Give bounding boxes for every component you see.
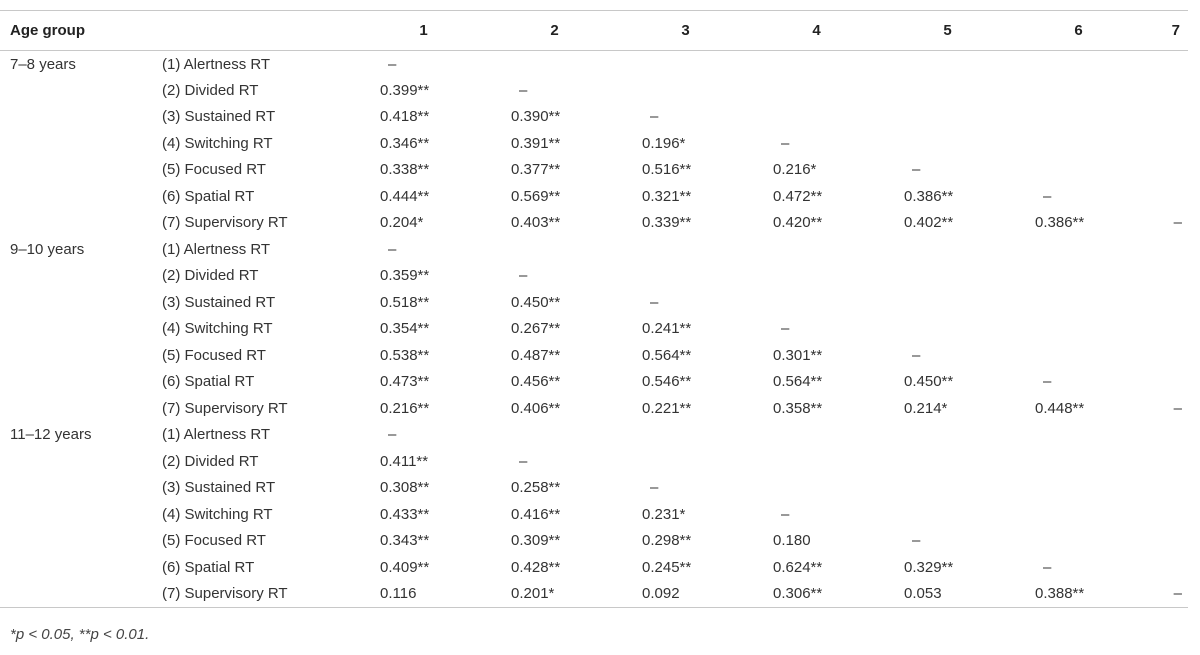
table-row	[0, 289, 1188, 316]
correlation-cell: 0.448**	[1035, 399, 1085, 417]
correlation-cell: 0.221**	[642, 399, 692, 417]
correlation-cell: 0.564**	[642, 346, 692, 364]
correlation-cell	[1013, 263, 1144, 290]
correlation-cell	[1013, 316, 1144, 343]
age-group-cell	[0, 289, 160, 316]
correlation-cell: 0.358**	[773, 399, 823, 417]
correlation-cell	[751, 51, 882, 78]
table-footnote: *p < 0.05, **p < 0.01.	[10, 626, 150, 643]
correlation-cell: –	[388, 426, 397, 444]
correlation-cell: 0.267**	[511, 320, 561, 338]
variable-label: (1) Alertness RT	[162, 240, 271, 258]
correlation-cell: 0.204*	[380, 214, 424, 232]
correlation-cell	[1144, 104, 1188, 131]
table-header-row	[0, 11, 1188, 51]
variable-label: (7) Supervisory RT	[160, 581, 358, 608]
correlation-cell: 0.450**	[904, 373, 954, 391]
variable-label: (3) Sustained RT	[162, 479, 276, 497]
table-row	[0, 422, 1188, 449]
correlation-cell	[1144, 554, 1188, 581]
variable-label: (1) Alertness RT	[162, 55, 271, 73]
correlation-cell: –	[650, 479, 659, 497]
correlation-cell: 0.354**	[380, 320, 430, 338]
table-row	[0, 342, 1188, 369]
header-age-group: Age group	[0, 11, 160, 51]
table-row	[0, 528, 1188, 555]
age-group-label: 11–12 years	[10, 426, 92, 444]
table-row	[0, 236, 1188, 263]
correlation-cell: 0.388**	[1013, 581, 1144, 608]
correlation-cell: 0.231*	[642, 505, 686, 523]
variable-label: (5) Focused RT	[162, 346, 266, 364]
correlation-cell: –	[650, 293, 659, 311]
correlation-cell: 0.516**	[642, 161, 692, 179]
header-col-5: 5	[882, 11, 1013, 51]
table-row	[0, 104, 1188, 131]
correlation-cell	[882, 422, 1013, 449]
correlation-cell: 0.538**	[380, 346, 430, 364]
correlation-cell: 0.216*	[773, 161, 817, 179]
correlation-cell: –	[1144, 581, 1188, 608]
correlation-cell	[751, 448, 882, 475]
table-row	[0, 157, 1188, 184]
correlation-cell	[1144, 289, 1188, 316]
correlation-cell: 0.321**	[642, 187, 692, 205]
age-group-cell	[0, 263, 160, 290]
correlation-cell	[1144, 183, 1188, 210]
correlation-cell: 0.406**	[511, 399, 561, 417]
correlation-cell: 0.420**	[773, 214, 823, 232]
correlation-cell	[1013, 501, 1144, 528]
correlation-cell: 0.301**	[773, 346, 823, 364]
age-group-cell	[0, 448, 160, 475]
age-group-cell	[0, 554, 160, 581]
age-group-cell	[0, 342, 160, 369]
correlation-cell	[1013, 104, 1144, 131]
correlation-cell: 0.390**	[511, 108, 561, 126]
correlation-cell	[1144, 130, 1188, 157]
table-row	[0, 448, 1188, 475]
correlation-cell: 0.386**	[904, 187, 954, 205]
correlation-cell: 0.409**	[380, 558, 430, 576]
age-group-cell	[0, 475, 160, 502]
correlation-cell	[620, 422, 751, 449]
correlation-cell: –	[912, 532, 921, 550]
correlation-cell: 0.403**	[511, 214, 561, 232]
variable-label: (4) Switching RT	[162, 320, 273, 338]
correlation-cell	[1144, 422, 1188, 449]
correlation-cell: 0.433**	[380, 505, 430, 523]
correlation-table	[0, 10, 1188, 608]
correlation-cell	[620, 448, 751, 475]
correlation-cell: 0.428**	[511, 558, 561, 576]
correlation-cell: 0.201*	[489, 581, 620, 608]
table-row	[0, 581, 1188, 608]
correlation-cell: –	[1043, 558, 1052, 576]
correlation-cell: –	[388, 240, 397, 258]
correlation-cell: 0.411**	[380, 452, 429, 470]
correlation-cell: –	[1043, 373, 1052, 391]
correlation-cell	[1013, 422, 1144, 449]
header-col-6: 6	[1013, 11, 1144, 51]
correlation-cell: 0.196*	[642, 134, 686, 152]
header-col-4: 4	[751, 11, 882, 51]
correlation-cell	[882, 475, 1013, 502]
age-group-cell	[0, 130, 160, 157]
correlation-cell	[1013, 448, 1144, 475]
correlation-cell	[1144, 475, 1188, 502]
correlation-cell	[882, 77, 1013, 104]
correlation-cell: 0.258**	[511, 479, 561, 497]
age-group-cell	[0, 395, 160, 422]
correlation-cell: 0.418**	[380, 108, 430, 126]
correlation-cell	[882, 289, 1013, 316]
correlation-cell: 0.359**	[380, 267, 430, 285]
correlation-cell: 0.343**	[380, 532, 430, 550]
correlation-cell: 0.377**	[511, 161, 561, 179]
table-body	[0, 51, 1188, 608]
correlation-cell	[1144, 236, 1188, 263]
correlation-cell	[751, 289, 882, 316]
correlation-cell: –	[388, 55, 397, 73]
correlation-cell	[882, 263, 1013, 290]
correlation-cell	[489, 422, 620, 449]
correlation-cell: 0.456**	[511, 373, 561, 391]
table-row	[0, 475, 1188, 502]
correlation-cell	[1013, 51, 1144, 78]
age-group-cell	[0, 157, 160, 184]
correlation-cell: –	[781, 505, 790, 523]
correlation-cell: 0.309**	[511, 532, 561, 550]
correlation-cell	[489, 51, 620, 78]
header-col-3: 3	[620, 11, 751, 51]
correlation-cell: 0.416**	[511, 505, 561, 523]
correlation-cell: –	[519, 267, 528, 285]
correlation-cell	[1013, 528, 1144, 555]
age-group-label: 7–8 years	[10, 55, 76, 73]
table-row	[0, 369, 1188, 396]
correlation-cell: 0.092	[620, 581, 751, 608]
table-row	[0, 51, 1188, 78]
correlation-cell	[882, 448, 1013, 475]
table-row	[0, 130, 1188, 157]
correlation-cell	[1144, 342, 1188, 369]
correlation-cell	[882, 501, 1013, 528]
correlation-cell: 0.624**	[773, 558, 823, 576]
correlation-cell	[1144, 369, 1188, 396]
header-variable	[160, 11, 358, 51]
variable-label: (3) Sustained RT	[162, 108, 276, 126]
correlation-cell: 0.214*	[904, 399, 948, 417]
table-row	[0, 210, 1188, 237]
table-row	[0, 316, 1188, 343]
correlation-cell: –	[912, 161, 921, 179]
correlation-cell: 0.306**	[751, 581, 882, 608]
variable-label: (2) Divided RT	[162, 267, 259, 285]
correlation-cell: –	[519, 452, 528, 470]
correlation-cell: 0.216**	[380, 399, 430, 417]
correlation-cell	[1144, 157, 1188, 184]
correlation-cell: –	[781, 134, 790, 152]
correlation-cell	[1013, 236, 1144, 263]
correlation-cell: –	[781, 320, 790, 338]
correlation-cell	[1013, 157, 1144, 184]
correlation-cell: –	[1173, 214, 1182, 232]
correlation-cell	[1013, 130, 1144, 157]
age-group-cell	[0, 528, 160, 555]
correlation-cell: 0.402**	[904, 214, 954, 232]
correlation-cell: 0.473**	[380, 373, 430, 391]
correlation-cell: 0.391**	[511, 134, 561, 152]
correlation-cell	[882, 236, 1013, 263]
age-group-cell	[0, 316, 160, 343]
correlation-cell	[1144, 316, 1188, 343]
correlation-cell: 0.487**	[511, 346, 561, 364]
correlation-cell	[882, 316, 1013, 343]
variable-label: (7) Supervisory RT	[162, 399, 288, 417]
correlation-cell	[751, 422, 882, 449]
correlation-cell	[620, 236, 751, 263]
correlation-cell: 0.339**	[642, 214, 692, 232]
variable-label: (6) Spatial RT	[162, 558, 255, 576]
correlation-cell: 0.546**	[642, 373, 692, 391]
correlation-cell	[882, 104, 1013, 131]
header-col-2: 2	[489, 11, 620, 51]
correlation-cell: 0.298**	[642, 532, 692, 550]
correlation-cell: 0.450**	[511, 293, 561, 311]
correlation-cell: 0.053	[882, 581, 1013, 608]
correlation-cell	[620, 77, 751, 104]
correlation-cell: 0.386**	[1035, 214, 1085, 232]
correlation-cell	[1013, 289, 1144, 316]
correlation-cell	[1144, 501, 1188, 528]
correlation-cell: 0.472**	[773, 187, 823, 205]
variable-label: (2) Divided RT	[162, 452, 259, 470]
age-group-cell	[0, 210, 160, 237]
correlation-cell	[751, 236, 882, 263]
correlation-cell: 0.518**	[380, 293, 430, 311]
variable-label: (4) Switching RT	[162, 134, 273, 152]
variable-label: (1) Alertness RT	[162, 426, 271, 444]
age-group-cell	[0, 104, 160, 131]
correlation-cell	[1013, 475, 1144, 502]
correlation-cell: –	[1043, 187, 1052, 205]
variable-label: (5) Focused RT	[162, 161, 266, 179]
correlation-cell: 0.116	[358, 581, 489, 608]
correlation-cell	[1144, 77, 1188, 104]
correlation-cell: 0.241**	[642, 320, 692, 338]
correlation-cell	[1144, 448, 1188, 475]
header-col-1: 1	[358, 11, 489, 51]
correlation-cell: 0.346**	[380, 134, 430, 152]
correlation-cell	[620, 263, 751, 290]
correlation-cell: –	[1173, 399, 1182, 417]
correlation-cell: 0.444**	[380, 187, 430, 205]
variable-label: (6) Spatial RT	[162, 187, 255, 205]
variable-label: (3) Sustained RT	[162, 293, 276, 311]
header-col-7: 7	[1144, 11, 1188, 51]
correlation-cell: 0.180	[773, 532, 811, 550]
table-row	[0, 501, 1188, 528]
age-group-cell	[0, 77, 160, 104]
correlation-cell	[751, 104, 882, 131]
correlation-cell: –	[519, 81, 528, 99]
correlation-cell	[1144, 51, 1188, 78]
correlation-cell	[1013, 342, 1144, 369]
variable-label: (5) Focused RT	[162, 532, 266, 550]
correlation-cell: 0.338**	[380, 161, 430, 179]
correlation-cell	[1144, 263, 1188, 290]
correlation-cell	[882, 51, 1013, 78]
age-group-cell	[0, 581, 160, 608]
correlation-cell	[620, 51, 751, 78]
correlation-cell: –	[650, 108, 659, 126]
table-row	[0, 183, 1188, 210]
correlation-cell: –	[912, 346, 921, 364]
correlation-cell	[489, 236, 620, 263]
variable-label: (7) Supervisory RT	[162, 214, 288, 232]
correlation-cell	[1144, 528, 1188, 555]
age-group-label: 9–10 years	[10, 240, 85, 258]
table-row	[0, 395, 1188, 422]
age-group-cell	[0, 369, 160, 396]
correlation-cell: 0.329**	[904, 558, 954, 576]
correlation-cell: 0.399**	[380, 81, 430, 99]
variable-label: (6) Spatial RT	[162, 373, 255, 391]
table-row	[0, 77, 1188, 104]
correlation-cell: 0.308**	[380, 479, 430, 497]
correlation-cell: 0.564**	[773, 373, 823, 391]
age-group-cell	[0, 183, 160, 210]
correlation-cell: 0.569**	[511, 187, 561, 205]
correlation-cell: 0.245**	[642, 558, 692, 576]
variable-label: (2) Divided RT	[162, 81, 259, 99]
variable-label: (4) Switching RT	[162, 505, 273, 523]
age-group-cell	[0, 501, 160, 528]
correlation-cell	[1013, 77, 1144, 104]
table-row	[0, 263, 1188, 290]
correlation-cell	[751, 263, 882, 290]
correlation-cell	[751, 475, 882, 502]
correlation-cell	[882, 130, 1013, 157]
table-row	[0, 554, 1188, 581]
correlation-cell	[751, 77, 882, 104]
